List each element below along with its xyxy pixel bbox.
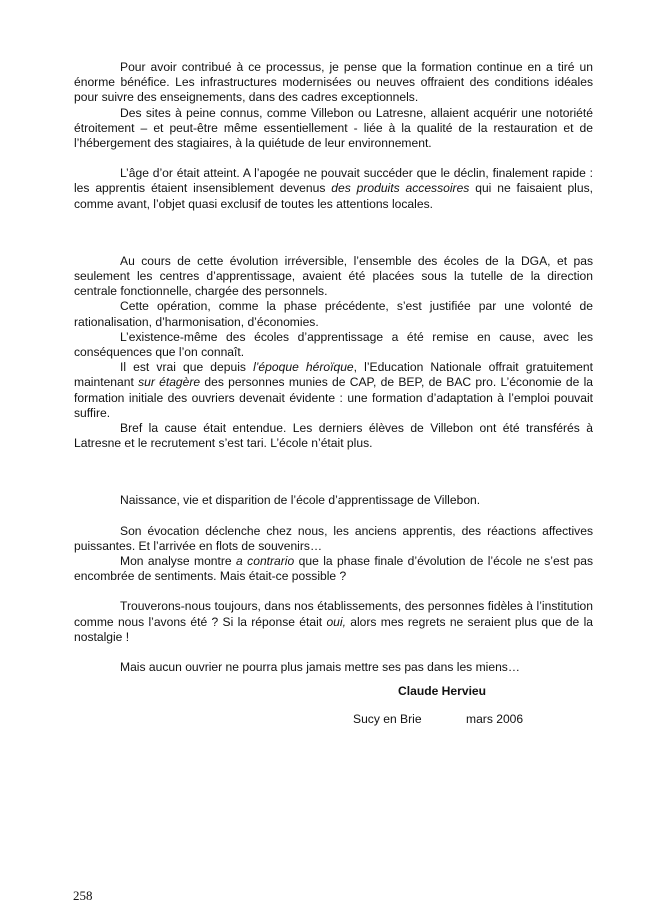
paragraph [74, 360, 593, 421]
page-number: 258 [73, 888, 93, 903]
italic-text: sur étagère [138, 375, 201, 390]
document-body [74, 60, 593, 675]
text-segment: Trouverons-nous toujours, dans nos établissements, des personnes fidèles à l’institution comme nous l’avons été ? Si la réponse était [74, 599, 593, 629]
text-segment: Pour avoir contribué à ce processus, je pense que la formation continue en a tiré un énorme bénéfice. Les infrastructures modernisées ou neuves offraient des conditions idéales pour suivre des enseignements, dans des cadres exceptionnels. [74, 60, 593, 105]
text-segment: qui ne faisaient plus, comme avant, l’objet quasi exclusif de toutes les attentions locales. [74, 181, 593, 211]
paragraph [74, 524, 593, 554]
text-segment: Cette opération, comme la phase précédente, s’est justifiée par une volonté de rationalisation, d’harmonisation, d’économies. [74, 299, 593, 329]
paragraph [74, 330, 593, 360]
text-segment: L’existence-même des écoles d’apprentissage a été remise en cause, avec les conséquences que l’on connaît. [74, 329, 593, 360]
text-block [74, 599, 593, 645]
text-segment: Son évocation déclenche chez nous, les anciens apprentis, des réactions affectives puissantes. Et l’arrivée en flots de souvenirs… [74, 523, 593, 553]
text-segment: Il est vrai que depuis [120, 360, 254, 375]
italic-text: l’époque héroïque [253, 360, 354, 375]
text-segment: Mon analyse montre [120, 554, 237, 569]
italic-text: oui, [326, 614, 346, 629]
signature-name: Claude Hervieu [398, 684, 487, 698]
signature-date: mars 2006 [466, 712, 524, 726]
italic-text: des produits accessoires [331, 181, 470, 196]
text-segment: Naissance, vie et disparition de l’école d’apprentissage de Villebon. [120, 493, 481, 508]
text-segment: alors mes regrets ne seraient plus que de la nostalgie ! [74, 614, 593, 644]
paragraph [74, 106, 593, 152]
text-segment: que la phase finale d’évolution de l’école ne s’est pas encombrée de sentiments. Mais était-ce possible ? [74, 554, 594, 584]
paragraph [74, 254, 593, 300]
signature-place: Sucy en Brie [353, 712, 422, 726]
text-segment: des personnes munies de CAP, de BEP, de BAC pro. L’économie de la formation initiale des ouvriers devenait évidente : une formation d’adaptation à l’emploi pouvait suffire. [74, 375, 593, 420]
text-segment: , l’Education Nationale offrait gratuitement maintenant [74, 360, 593, 390]
text-block [74, 660, 593, 675]
text-segment: Au cours de cette évolution irréversible, l’ensemble des écoles de la DGA, et pas seulement les centres d’apprentissage, avaient été placées sous la tutelle de la direction centrale fonctionnelle, chargée des personnels. [74, 253, 593, 299]
italic-text: a contrario [236, 554, 295, 569]
paragraph [74, 554, 593, 584]
text-segment: Mais aucun ouvrier ne pourra plus jamais mettre ses pas dans les miens… [120, 660, 520, 675]
text-block [74, 493, 593, 508]
paragraph [74, 599, 593, 645]
text-block [74, 524, 593, 585]
paragraph [74, 299, 593, 329]
paragraph [74, 493, 593, 508]
text-block [74, 60, 593, 151]
paragraph [74, 660, 593, 675]
text-segment: L’âge d’or était atteint. A l’apogée ne pouvait succéder que le déclin, finalement rapide : les apprentis étaient insensiblement devenus [74, 166, 593, 196]
paragraph [74, 60, 593, 106]
text-segment: Bref la cause était entendue. Les derniers élèves de Villebon ont été transférés à Latresne et le recrutement s’est tari. L’école n’était plus. [74, 421, 593, 451]
text-block [74, 166, 593, 212]
paragraph [74, 421, 593, 451]
paragraph [74, 166, 593, 212]
text-block [74, 254, 593, 452]
text-segment: Des sites à peine connus, comme Villebon ou Latresne, allaient acquérir une notoriété étroitement – et peut-être même essentiellement - liée à la qualité de la restauration et de l’hébergement des stagiaires, à la quiétude de leur environnement. [74, 105, 593, 151]
